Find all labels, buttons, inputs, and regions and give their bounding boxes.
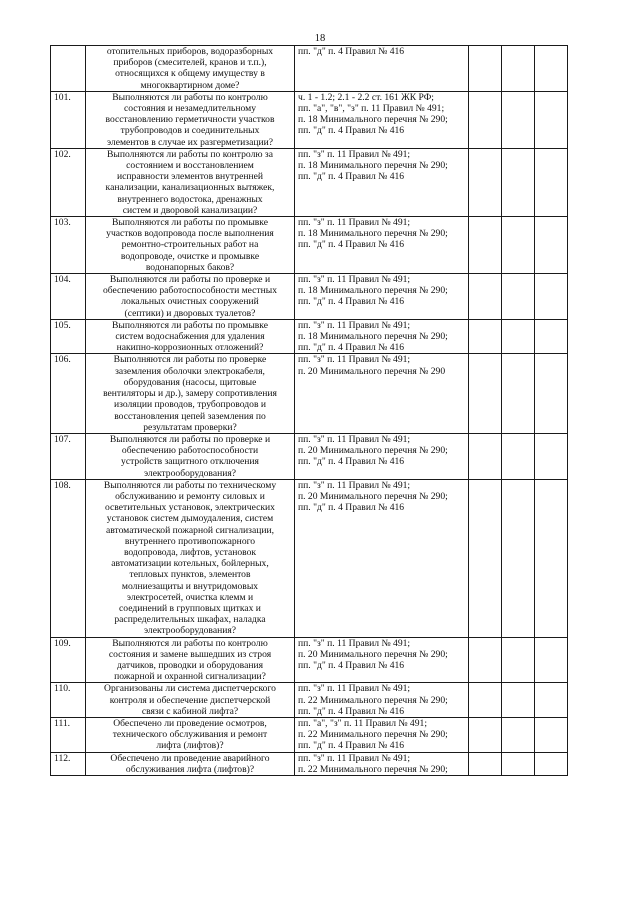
item-number: 108. — [51, 479, 86, 637]
legal-reference-text: пп. "а", "в", "з" п. 11 Правил № 491; — [298, 103, 445, 115]
legal-reference-text: пп. "з" п. 11 Правил № 491; — [298, 148, 411, 160]
question-text: систем и дворовой канализации? — [122, 204, 258, 216]
answer-na-cell[interactable] — [535, 479, 568, 637]
question-cell — [86, 354, 295, 433]
question-text: устройств защитного отключения — [121, 456, 259, 468]
checklist-table-body — [51, 46, 568, 776]
legal-reference-text: п. 18 Минимального перечня № 290; — [298, 285, 448, 297]
legal-reference-text: п. 18 Минимального перечня № 290; — [298, 160, 448, 172]
question-text: приборов (смесителей, кранов и т.п.), — [113, 57, 267, 69]
legal-reference-text: пп. "з" п. 11 Правил № 491; — [298, 217, 411, 229]
answer-yes-cell[interactable] — [469, 433, 502, 479]
legal-reference-text: п. 20 Минимального перечня № 290; — [298, 445, 448, 457]
legal-reference-text: пп. "д" п. 4 Правил № 416 — [298, 46, 405, 57]
question-text: Обеспечено ли проведение аварийного — [110, 752, 270, 764]
legal-reference-cell — [295, 683, 469, 718]
legal-reference-text: п. 18 Минимального перечня № 290; — [298, 228, 448, 240]
question-text: обслуживанию и ремонту силовых и — [115, 490, 265, 502]
question-text: Выполняются ли работы по промывке — [112, 319, 268, 331]
question-text: участков водопровода после выполнения — [106, 228, 274, 240]
question-text: вентиляторы и др.), замеру сопротивления — [103, 388, 277, 400]
legal-reference-cell — [295, 752, 469, 775]
legal-reference-text: п. 20 Минимального перечня № 290; — [298, 490, 448, 502]
answer-na-cell[interactable] — [535, 354, 568, 433]
table-row — [51, 717, 568, 752]
question-text: результатам проверки? — [143, 421, 237, 433]
legal-reference-text: п. 18 Минимального перечня № 290; — [298, 114, 448, 126]
answer-na-cell[interactable] — [535, 683, 568, 718]
legal-reference-cell — [295, 479, 469, 637]
question-text: оборудования (насосы, щитовые — [123, 376, 257, 388]
legal-reference-text: п. 22 Минимального перечня № 290; — [298, 694, 448, 706]
legal-reference-text: пп. "д" п. 4 Правил № 416 — [298, 705, 405, 717]
item-number: 102. — [51, 148, 86, 216]
question-cell — [86, 148, 295, 216]
question-text: технического обслуживания и ремонт — [112, 729, 268, 741]
answer-no-cell[interactable] — [502, 433, 535, 479]
question-text: состояния и замене вышедших из строя — [108, 648, 272, 660]
question-text: Обеспечено ли проведение осмотров, — [113, 717, 267, 729]
question-text: лифта (лифтов)? — [156, 740, 224, 752]
answer-yes-cell[interactable] — [469, 717, 502, 752]
answer-yes-cell[interactable] — [469, 148, 502, 216]
answer-yes-cell[interactable] — [469, 479, 502, 637]
answer-na-cell[interactable] — [535, 319, 568, 354]
answer-na-cell[interactable] — [535, 46, 568, 92]
question-text: ремонтно-строительных работ на — [121, 239, 259, 251]
answer-yes-cell[interactable] — [469, 683, 502, 718]
answer-na-cell[interactable] — [535, 91, 568, 148]
question-text: Выполняются ли работы по проверке и — [109, 433, 271, 445]
answer-yes-cell[interactable] — [469, 637, 502, 683]
question-text: восстановлению герметичности участков — [105, 114, 275, 126]
question-text: Выполняются ли работы по техническому — [103, 479, 277, 491]
question-text: пожарной и охранной сигнализации? — [114, 671, 266, 683]
question-text: автоматизации котельных, бойлерных, — [111, 558, 269, 570]
answer-no-cell[interactable] — [502, 354, 535, 433]
answer-no-cell[interactable] — [502, 91, 535, 148]
item-number: 103. — [51, 217, 86, 274]
question-text: Выполняются ли работы по контролю — [112, 91, 268, 103]
question-text: электросетей, очистка клемм и — [126, 591, 254, 603]
answer-no-cell[interactable] — [502, 319, 535, 354]
legal-reference-cell — [295, 46, 469, 92]
question-text: водонапорных баков? — [145, 261, 235, 273]
legal-reference-text: пп. "д" п. 4 Правил № 416 — [298, 296, 405, 308]
question-text: связи с кабиной лифта? — [141, 705, 239, 717]
page-number: 18 — [314, 33, 326, 44]
legal-reference-cell — [295, 148, 469, 216]
answer-no-cell[interactable] — [502, 148, 535, 216]
question-text: локальных очистных сооружений — [121, 296, 259, 308]
question-text: соединений в групповых щитках и — [119, 602, 261, 614]
answer-yes-cell[interactable] — [469, 274, 502, 320]
item-number: 101. — [51, 91, 86, 148]
question-text: обслуживания лифта (лифтов)? — [125, 763, 255, 775]
answer-na-cell[interactable] — [535, 274, 568, 320]
answer-yes-cell[interactable] — [469, 319, 502, 354]
legal-reference-cell — [295, 274, 469, 320]
answer-no-cell[interactable] — [502, 683, 535, 718]
question-text: электрооборудования? — [143, 467, 237, 479]
legal-reference-text: пп. "з" п. 11 Правил № 491; — [298, 683, 411, 695]
answer-na-cell[interactable] — [535, 148, 568, 216]
item-number: 104. — [51, 274, 86, 320]
question-cell — [86, 479, 295, 637]
answer-na-cell[interactable] — [535, 637, 568, 683]
question-text: восстановления цепей заземления по — [114, 410, 266, 422]
question-text: обеспечению работоспособности — [121, 445, 259, 457]
question-text: изоляции проводов, трубопроводов и — [113, 399, 267, 411]
legal-reference-text: пп. "д" п. 4 Правил № 416 — [298, 171, 405, 183]
question-text: водопровода, лифтов, установок — [123, 546, 257, 558]
table-row — [51, 683, 568, 718]
legal-reference-text: п. 22 Минимального перечня № 290; — [298, 763, 448, 775]
legal-reference-text: пп. "д" п. 4 Правил № 416 — [298, 125, 405, 137]
legal-reference-text: пп. "з" п. 11 Правил № 491; — [298, 752, 411, 764]
legal-reference-cell — [295, 717, 469, 752]
question-cell — [86, 274, 295, 320]
item-number: 105. — [51, 319, 86, 354]
answer-no-cell[interactable] — [502, 479, 535, 637]
item-number: 109. — [51, 637, 86, 683]
legal-reference-cell — [295, 637, 469, 683]
table-row — [51, 274, 568, 320]
table-row — [51, 148, 568, 216]
legal-reference-text: пп. "а", "з" п. 11 Правил № 491; — [298, 717, 427, 729]
legal-reference-text: пп. "д" п. 4 Правил № 416 — [298, 659, 405, 671]
question-text: трубопроводов и соединительных — [120, 125, 260, 137]
question-cell — [86, 433, 295, 479]
question-text: автоматической пожарной сигнализации, — [105, 524, 275, 536]
question-text: (септики) и дворовых туалетов? — [124, 307, 256, 319]
question-text: датчиков, проводки и оборудования — [116, 659, 264, 671]
question-text: Выполняются ли работы по проверке — [113, 354, 267, 366]
item-number: 112. — [51, 752, 86, 775]
answer-na-cell[interactable] — [535, 217, 568, 274]
legal-reference-text: п. 22 Минимального перечня № 290; — [298, 729, 448, 741]
table-row — [51, 319, 568, 354]
legal-reference-text: пп. "з" п. 11 Правил № 491; — [298, 274, 411, 286]
answer-yes-cell[interactable] — [469, 752, 502, 775]
legal-reference-text: ч. 1 - 1.2; 2.1 - 2.2 ст. 161 ЖК РФ; — [298, 91, 434, 103]
answer-yes-cell[interactable] — [469, 46, 502, 92]
answer-yes-cell[interactable] — [469, 217, 502, 274]
question-cell — [86, 46, 295, 92]
question-text: Выполняются ли работы по проверке и — [109, 274, 271, 286]
legal-reference-text: пп. "д" п. 4 Правил № 416 — [298, 740, 405, 752]
legal-reference-text: пп. "з" п. 11 Правил № 491; — [298, 319, 411, 331]
question-cell — [86, 637, 295, 683]
table-row — [51, 46, 568, 92]
table-row — [51, 637, 568, 683]
legal-reference-text: п. 20 Минимального перечня № 290 — [298, 365, 446, 377]
question-text: накипно-коррозионных отложений? — [116, 342, 264, 354]
question-cell — [86, 752, 295, 775]
question-text: установок систем дымоудаления, систем — [106, 513, 274, 525]
legal-reference-text: пп. "з" п. 11 Правил № 491; — [298, 354, 411, 366]
answer-na-cell[interactable] — [535, 717, 568, 752]
answer-no-cell[interactable] — [502, 637, 535, 683]
question-text: Организованы ли система диспетчерского — [104, 683, 276, 695]
question-cell — [86, 91, 295, 148]
legal-reference-text: пп. "д" п. 4 Правил № 416 — [298, 502, 405, 514]
question-text: внутреннего противопожарного — [124, 535, 256, 547]
table-row — [51, 354, 568, 433]
item-number: 111. — [51, 717, 86, 752]
answer-no-cell[interactable] — [502, 217, 535, 274]
legal-reference-cell — [295, 354, 469, 433]
item-number: 107. — [51, 433, 86, 479]
question-text: Выполняются ли работы по контролю — [112, 637, 268, 649]
table-row — [51, 479, 568, 637]
question-cell — [86, 217, 295, 274]
legal-reference-cell — [295, 91, 469, 148]
question-text: канализации, канализационных вытяжек, — [105, 182, 275, 194]
question-cell — [86, 683, 295, 718]
legal-reference-text: пп. "д" п. 4 Правил № 416 — [298, 239, 405, 251]
question-text: распределительных шкафах, наладка — [114, 614, 266, 626]
legal-reference-cell — [295, 433, 469, 479]
question-text: Выполняются ли работы по контролю за — [107, 148, 273, 160]
question-cell — [86, 319, 295, 354]
table-row — [51, 91, 568, 148]
legal-reference-text: пп. "д" п. 4 Правил № 416 — [298, 456, 405, 468]
question-text: исправности элементов внутренней — [117, 171, 263, 183]
table-row — [51, 752, 568, 775]
question-cell — [86, 717, 295, 752]
answer-yes-cell[interactable] — [469, 91, 502, 148]
question-text: электрооборудования? — [143, 625, 237, 637]
answer-na-cell[interactable] — [535, 752, 568, 775]
question-text: тепловых пунктов, элементов — [129, 569, 251, 581]
question-text: элементов в случае их разгерметизации? — [106, 136, 273, 148]
table-row — [51, 217, 568, 274]
answer-no-cell[interactable] — [502, 46, 535, 92]
question-text: молниезащиты и внутридомовых — [121, 580, 259, 592]
question-text: многоквартирном доме? — [140, 79, 240, 91]
legal-reference-text: пп. "з" п. 11 Правил № 491; — [298, 479, 411, 491]
question-text: обеспечению работоспособности местных — [103, 285, 277, 297]
question-text: состояния и незамедлительному — [123, 103, 257, 115]
legal-reference-text: пп. "з" п. 11 Правил № 491; — [298, 637, 411, 649]
question-text: контроля и обеспечение диспетчерской — [109, 694, 271, 706]
question-text: внутреннего водостока, дренажных — [117, 193, 263, 205]
legal-reference-text: п. 20 Минимального перечня № 290; — [298, 648, 448, 660]
question-text: систем водоснабжения для удаления — [115, 331, 265, 343]
question-text: отопительных приборов, водоразборных — [106, 46, 274, 57]
item-number: 106. — [51, 354, 86, 433]
legal-reference-text: пп. "з" п. 11 Правил № 491; — [298, 433, 411, 445]
legal-reference-text: пп. "д" п. 4 Правил № 416 — [298, 342, 405, 354]
question-text: Выполняются ли работы по промывке — [112, 217, 268, 229]
table-row — [51, 433, 568, 479]
answer-yes-cell[interactable] — [469, 354, 502, 433]
answer-no-cell[interactable] — [502, 717, 535, 752]
question-text: заземления оболочки электрокабеля, — [115, 365, 265, 377]
answer-no-cell[interactable] — [502, 752, 535, 775]
legal-reference-cell — [295, 319, 469, 354]
question-text: осветительных установок, электрических — [105, 502, 275, 514]
question-text: водопроводе, очистке и промывке — [120, 250, 260, 262]
item-number — [51, 46, 86, 92]
answer-na-cell[interactable] — [535, 433, 568, 479]
item-number: 110. — [51, 683, 86, 718]
checklist-table — [50, 45, 568, 776]
legal-reference-cell — [295, 217, 469, 274]
question-text: состоянием и восстановлением — [126, 160, 254, 172]
question-text: относящихся к общему имуществу в — [115, 68, 265, 80]
legal-reference-text: п. 18 Минимального перечня № 290; — [298, 331, 448, 343]
answer-no-cell[interactable] — [502, 274, 535, 320]
